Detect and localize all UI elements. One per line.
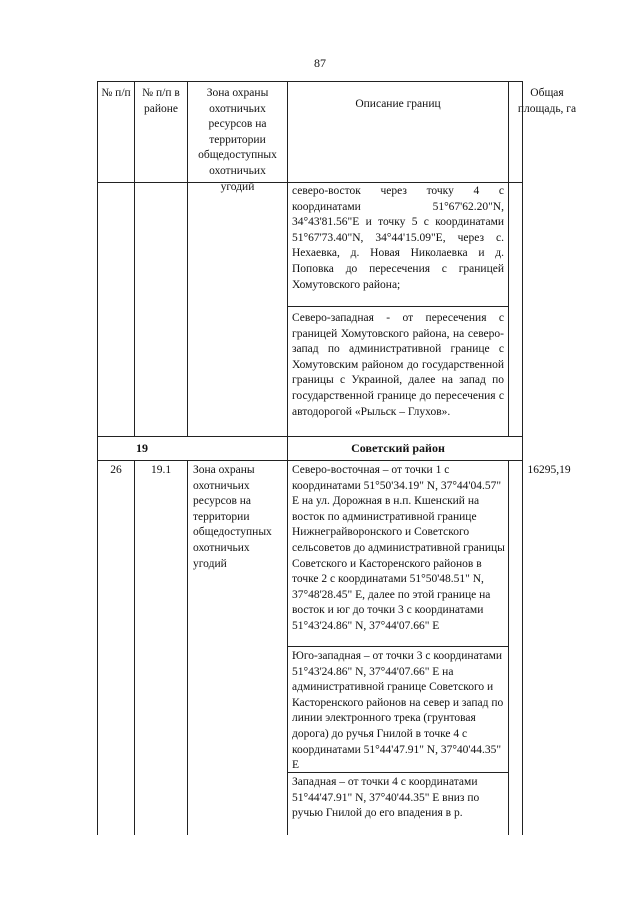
description-southwest: Юго-западная – от точки 3 с координатами 51°43'24.86" N, 37°44'07.66" E на административной границе Советского и Касторенского районов на север и запад по линии электронного трека (грунтовая дорога) до ручья Гнилой в точке 4 с координатами 51°44'47.91" N, 37°40'44.35" E (292, 650, 504, 772)
header-num-district: № п/п в районе (142, 87, 180, 115)
description-northeast: Северо-восточная – от точки 1 с координатами 51°50'34.19" N, 37°44'04.57" E на ул. Дорожная в н.п. Кшенский на восток по административной границе Нижнеграйворонского и Советского сельсоветов до административной границы Советского и Касторенского районов в точке 2 с координатами 51°50'48.51" N, 37°48'28.45" E, далее по этой границе на восток и юг до точки 3 с координатами 51°43'24.86" N, 37°44'07.66" E (292, 464, 505, 632)
row-num-district: 19.1 (150, 464, 172, 476)
description-west: Западная – от точки 4 с координатами 51°44'47.91" N, 37°40'44.35" E вниз по ручью Гнилой до его впадения в р. (292, 776, 480, 820)
header-zone: Зона охраны охотничьих ресурсов на территории общедоступных охотничьих угодий (198, 87, 277, 193)
row-num: 26 (110, 464, 122, 476)
row-area: 16295,19 (527, 464, 571, 476)
section-number: 19 (136, 441, 148, 455)
description-northwest: Северо-западная - от пересечения с границей Хомутовского района, на северо-запад по административной границе с Хомутовским районом до государственной границы с Украиной, далее на запад по государственной границе до пересечения с автодорогой «Рыльск – Глухов». (292, 312, 504, 418)
row-zone: Зона охраны охотничьих ресурсов на территории общедоступных охотничьих угодий (193, 464, 272, 570)
section-title: Советский район (351, 441, 445, 455)
header-num: № п/п (101, 87, 131, 99)
header-description: Описание границ (355, 98, 441, 110)
page-number: 87 (314, 56, 326, 70)
description-northeast-continuation: северо-восток через точку 4 с координатами 51°67'62.20"N, 34°43'81.56"E и точку 5 с координатами 51°67'73.40"N, 34°44'15.09"E, через с. Нехаевка, д. Новая Николаевка и д. Поповка до пересечения с границей Хомутовского района; (292, 185, 504, 291)
header-area: Общая площадь, га (517, 87, 577, 115)
